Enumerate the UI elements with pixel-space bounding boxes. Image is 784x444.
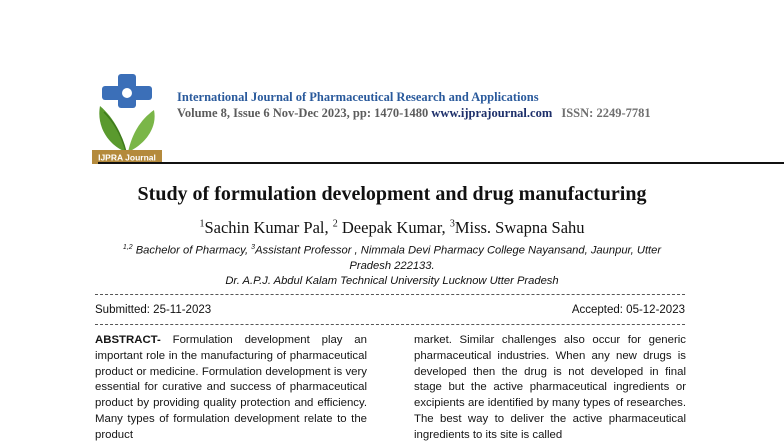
ijpra-logo [92,72,162,164]
logo-label: IJPRA Journal [98,152,156,163]
affil-part2: Assistant Professor , Nimmala Devi Pharmacy College Nayansand, Jaunpur, Utter Pradesh 222133. [255,244,662,272]
journal-meta [177,106,651,121]
author-sup-2: 2 [332,218,338,230]
issn: ISSN: 2249-7781 [561,106,651,120]
journal-header [177,90,651,121]
medical-cross-icon [102,74,152,108]
right-column-text: market. Similar challenges also occur for generic pharmaceutical industries. When any new drugs is developed then the drug is not developed in final stage but the active pharmaceutical ingredients or excipients are identified by many types of researches. The best way to deliver the active pharmaceutical ingredients to its site is called [414,334,686,441]
affil-part1: Bachelor of Pharmacy, [135,244,249,257]
accepted-date: Accepted: 05-12-2023 [571,304,685,316]
affiliations [104,240,680,289]
divider-bottom [95,324,685,325]
submitted-date: Submitted: 25-11-2023 [95,304,212,316]
journal-name: International Journal of Pharmaceutical Research and Applications [177,90,539,104]
author-2: Deepak Kumar, [341,218,446,237]
author-sup-1: 1 [199,218,205,230]
affil-sup-12: 1,2 [122,244,133,251]
date-line [95,304,685,316]
leaf-icon [99,106,154,152]
abstract-label: ABSTRACT- [95,334,161,346]
affil-university: Dr. A.P.J. Abdul Kalam Technical University Lucknow Utter Pradesh [225,274,559,287]
volume-line: Volume 8, Issue 6 Nov-Dec 2023, pp: 1470-1480 [177,106,429,120]
paper-title: Study of formulation development and drug manufacturing [137,183,647,205]
header-rule [98,162,784,164]
journal-url[interactable]: www.ijprajournal.com [431,106,553,120]
author-1: Sachin Kumar Pal, [204,218,329,237]
affil-sup-3: 3 [251,244,256,251]
abstract-column [95,333,367,444]
author-3: Miss. Swapna Sahu [454,218,585,237]
author-line [0,218,784,238]
author-sup-3: 3 [449,218,455,230]
divider-top [95,294,685,295]
abstract-text: Formulation development play an important role in the manufacturing of pharmaceutical product or medicine. Formulation development is very essential for curative and success of pharmaceutical product by providing quality protection and efficiency. Many types of formulation development relate to the product [95,334,367,441]
